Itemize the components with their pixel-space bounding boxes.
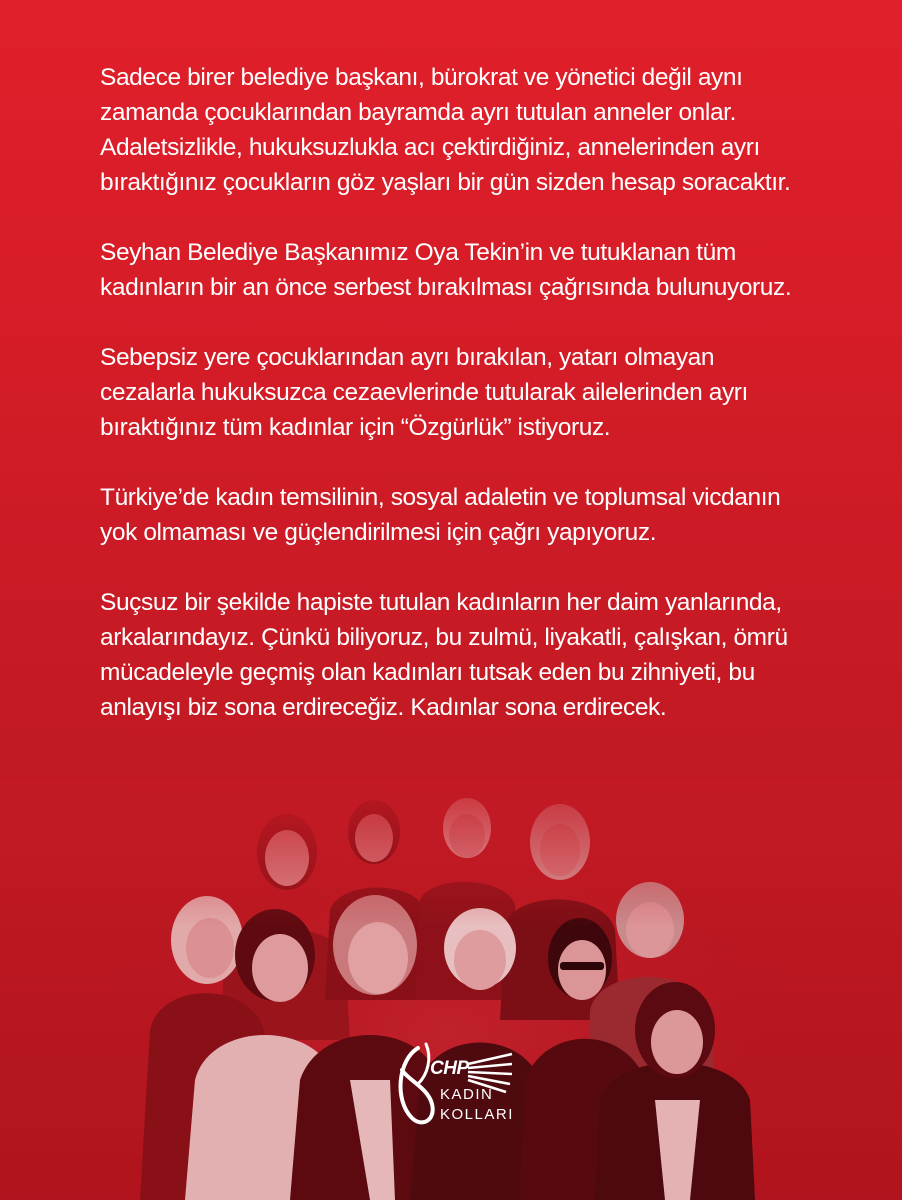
paragraph-3 [100,340,820,445]
chp-kadin-kollari-logo [388,1040,518,1132]
text-line: yok olmaması ve güçlendirilmesi için çağrı yapıyoruz. [100,519,657,546]
text-line: kadınların bir an önce serbest bırakılması çağrısında bulunuyoruz. [100,274,792,301]
statement-text [100,60,820,760]
text-line: Adaletsizlikle, hukuksuzlukla acı çektirdiğiniz, annelerinden ayrı [100,134,760,161]
text-line: Suçsuz bir şekilde hapiste tutulan kadınların her daim yanlarında, [100,589,782,616]
text-line: anlayışı biz sona erdireceğiz. Kadınlar sona erdirecek. [100,694,667,721]
text-line: zamanda çocuklarından bayramda ayrı tutulan anneler onlar. [100,99,736,126]
paragraph-5 [100,585,820,725]
text-line: arkalarındayız. Çünkü biliyoruz, bu zulmü, liyakatli, çalışkan, ömrü [100,624,788,651]
women-group-photo [0,780,902,1200]
text-line: Sadece birer belediye başkanı, bürokrat ve yönetici değil aynı [100,64,743,91]
text-line: Sebepsiz yere çocuklarından ayrı bırakılan, yatarı olmayan [100,344,715,371]
text-line: mücadeleyle geçmiş olan kadınları tutsak eden bu zihniyeti, bu [100,659,755,686]
paragraph-2 [100,235,820,305]
text-line: bıraktığınız çocukların göz yaşları bir gün sizden hesap soracaktır. [100,169,791,196]
text-line: bıraktığınız tüm kadınlar için “Özgürlük” istiyoruz. [100,414,611,441]
text-line: Seyhan Belediye Başkanımız Oya Tekin’in ve tutuklanan tüm [100,239,736,266]
text-line: cezalarla hukuksuzca cezaevlerinde tutularak ailelerinden ayrı [100,379,748,406]
logo-line-1: KADIN [440,1086,494,1103]
portrait-silhouettes [0,780,902,1200]
text-line: Türkiye’de kadın temsilinin, sosyal adaletin ve toplumsal vicdanın [100,484,781,511]
paragraph-1 [100,60,820,200]
paragraph-4 [100,480,820,550]
logo-line-2: KOLLARI [440,1106,514,1123]
logo-wordmark: CHP [430,1058,469,1079]
